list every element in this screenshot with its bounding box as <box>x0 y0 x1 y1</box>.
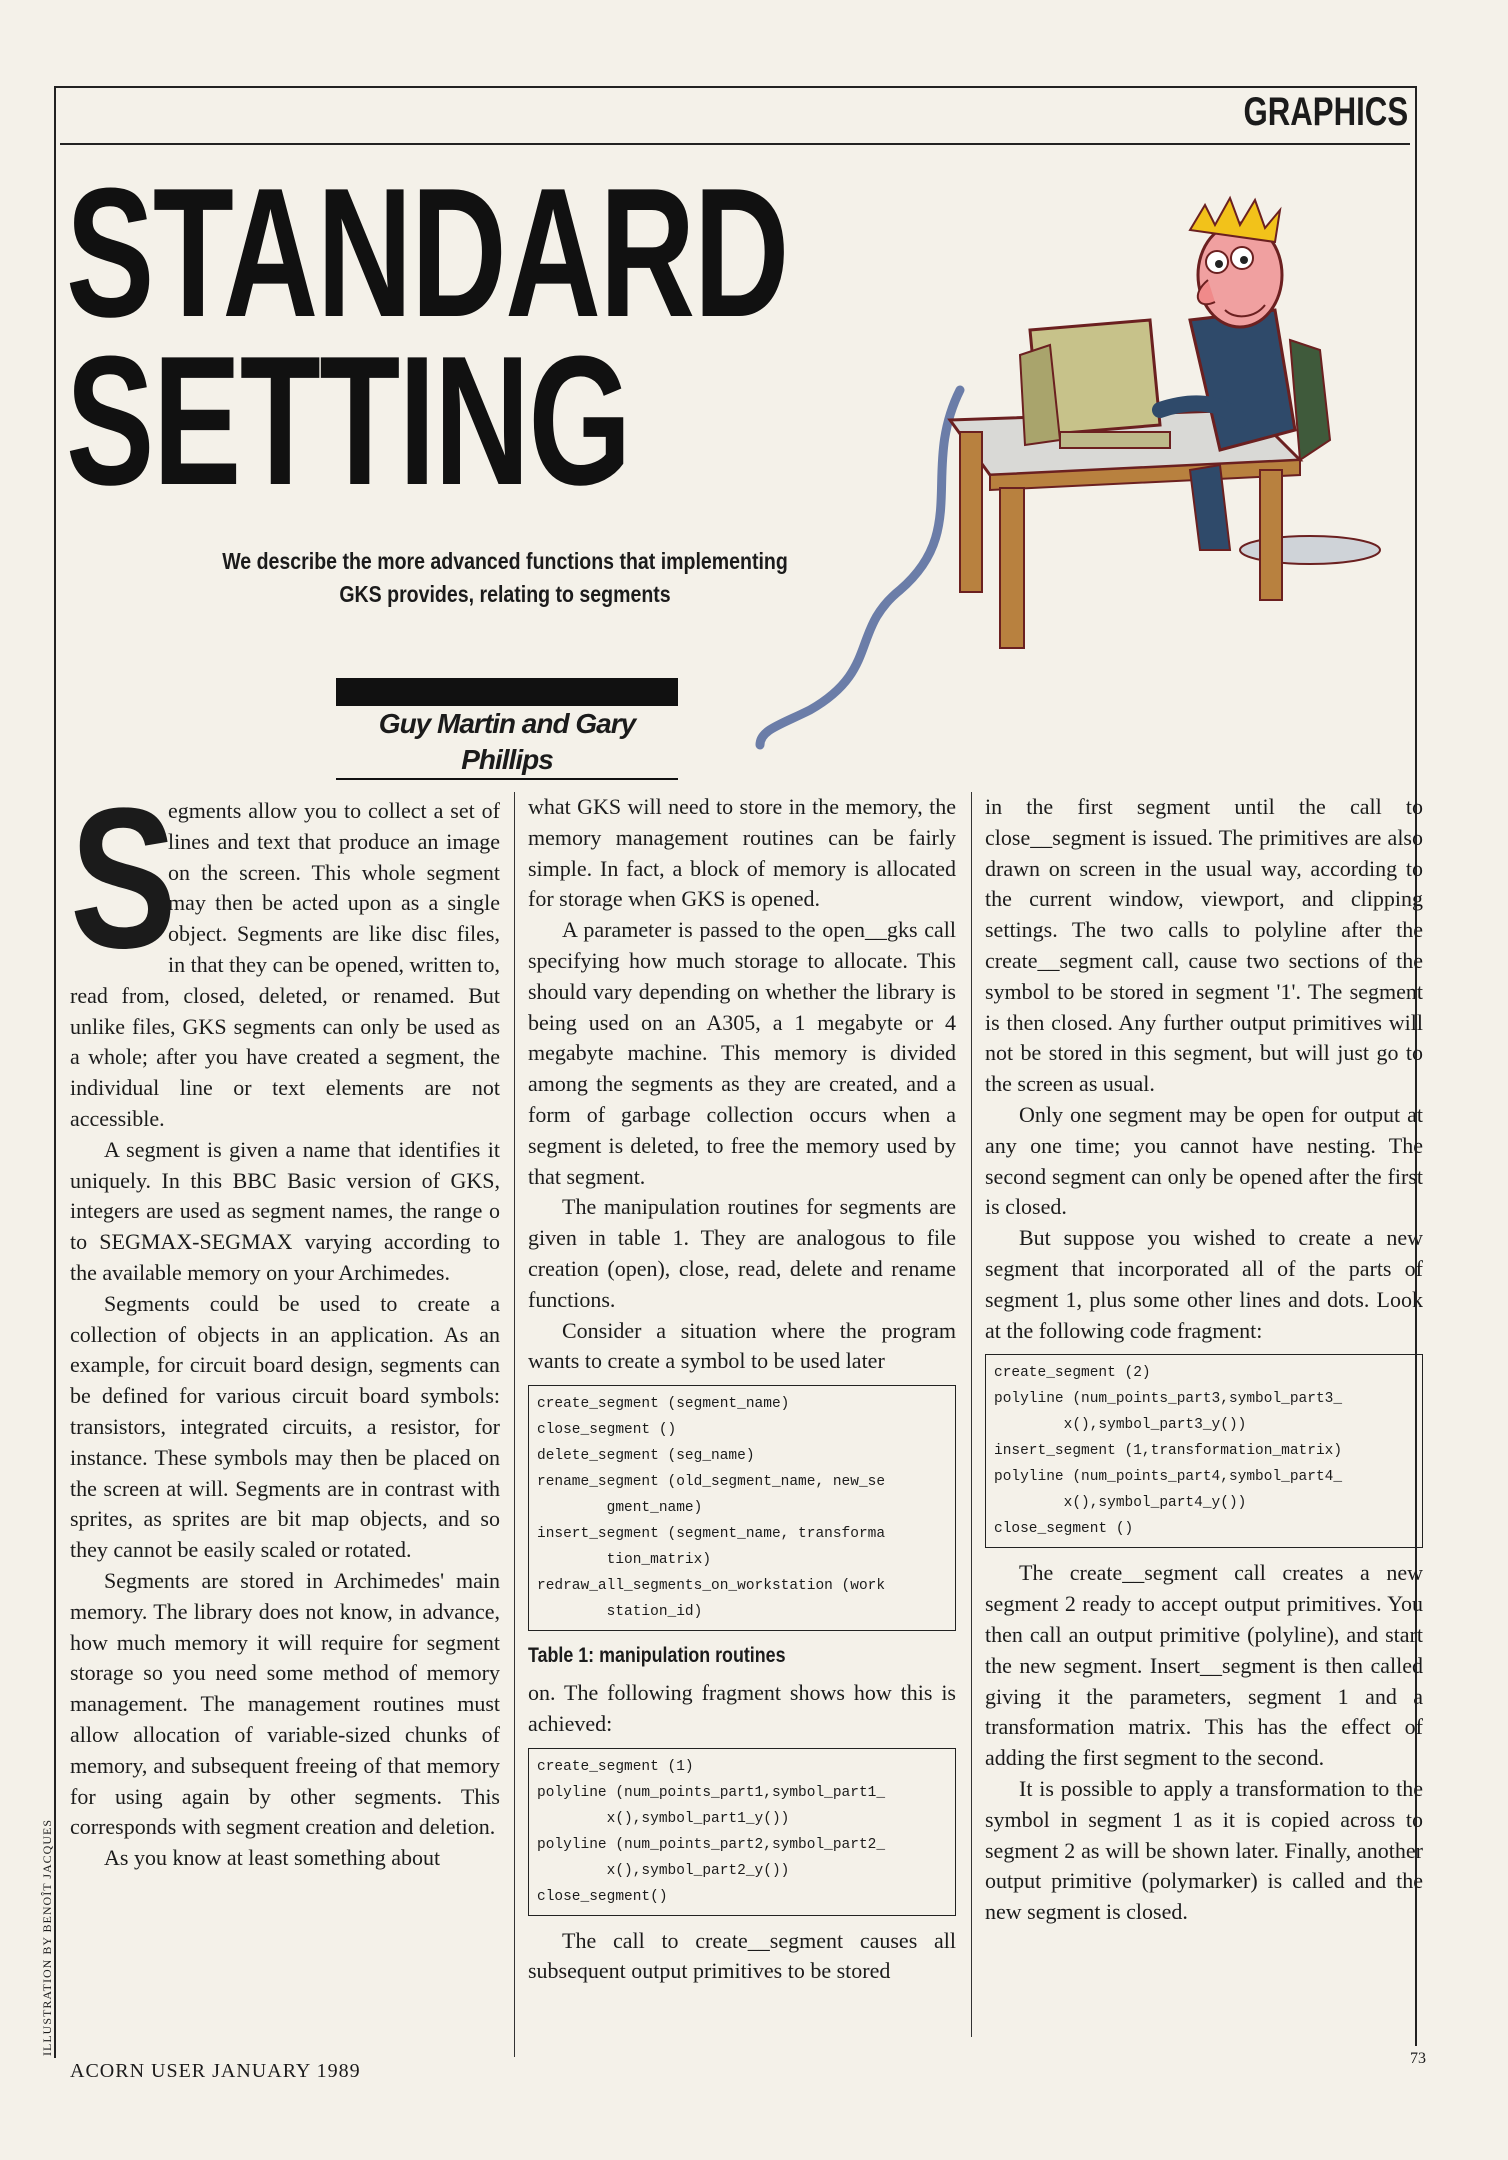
paragraph: As you know at least something about <box>104 1845 441 1871</box>
paragraph: It is possible to apply a transformation to the symbol in segment 1 as it is copied across to segment 2 as will be shown later. Finally, another output primitive (polymarker) is called and the new segment is closed. <box>985 1775 1423 1925</box>
paragraph: The create__segment call creates a new segment 2 ready to accept output primitives. You then call an output primitive (polyline), and start the new segment. Insert__segment is then called giving it the parameters, segment 1 and a transformation matrix. This has the effect of adding the first segment to the second. <box>985 1560 1423 1771</box>
code-line: insert_segment (1,transformation_matrix) <box>994 1443 1343 1460</box>
paragraph: on. The following fragment shows how this is achieved: <box>528 1679 956 1736</box>
paragraph: Only one segment may be open for output at any one time; you cannot have nesting. The second segment can only be opened after the first is closed. <box>985 1101 1423 1220</box>
standfirst-line-2: GKS provides, relating to segments <box>339 581 671 607</box>
code-line: rename_segment (old_segment_name, new_se <box>537 1474 886 1491</box>
paragraph: what GKS will need to store in the memory, the memory management routines can be fairly simple. In fact, a block of memory is allocated for storage when GKS is opened. <box>528 794 956 912</box>
code-fragment-2 <box>985 1354 1423 1548</box>
code-line: polyline (num_points_part4,symbol_part4_ <box>994 1469 1343 1486</box>
table-1-box <box>528 1385 956 1631</box>
paragraph: egments allow you to collect a set of lines and text that produce an image on the screen. This whole segment may then be acted upon as a single object. Segments are like disc files, in that they can be opened, written to, read from, closed, deleted, or renamed. But unlike files, GKS segments can only be used as a whole; after you have created a segment, the individual line or text elements are not accessible. <box>70 798 500 1131</box>
column-rule-1 <box>514 792 515 2057</box>
page-frame-top <box>54 86 1416 88</box>
page-number: 73 <box>1410 2050 1426 2067</box>
illustration-man-at-computer <box>720 170 1400 770</box>
section-label: GRAPHICS <box>1243 90 1408 134</box>
headline-line-1: STANDARD <box>66 149 788 355</box>
paragraph: The call to create__segment causes all subsequent output primitives to be stored <box>528 1927 956 1984</box>
code-line: station_id) <box>537 1604 703 1621</box>
illustration-credit: ILLUSTRATION BY BENOÎT JACQUES <box>40 1819 54 2056</box>
byline: Guy Martin and Gary Phillips <box>336 706 678 780</box>
headline <box>66 149 788 523</box>
code-fragment-1 <box>528 1748 956 1916</box>
paragraph: A parameter is passed to the open__gks call specifying how much storage to allocate. This should vary depending on whether the library is being used on an A305, a 1 megabyte or 4 megabyte machine. This memory is divided among the segments as they are created, and a form of garbage collection occurs when a segment is deleted, to free the memory used by that segment. <box>528 917 956 1189</box>
code-line: create_segment (2) <box>994 1365 1151 1382</box>
footer-publication: ACORN USER JANUARY 1989 <box>70 2060 361 2082</box>
code-line: x(),symbol_part3_y()) <box>994 1417 1247 1434</box>
code-line: redraw_all_segments_on_workstation (work <box>537 1578 886 1595</box>
paragraph: A segment is given a name that identifies it uniquely. In this BBC Basic version of GKS, integers are used as segment names, the range o to SEGMAX-SEGMAX varying according to the available memory on your Archimedes. <box>70 1136 500 1285</box>
column-rule-2 <box>971 792 972 2037</box>
paragraph: Consider a situation where the program wants to create a symbol to be used later <box>528 1317 956 1374</box>
byline-bar <box>336 678 678 706</box>
code-line: polyline (num_points_part2,symbol_part2_ <box>537 1836 886 1853</box>
code-line: polyline (num_points_part3,symbol_part3_ <box>994 1391 1343 1408</box>
paragraph: But suppose you wished to create a new segment that incorporated all of the parts of segment 1, plus some other lines and dots. Look at the following code fragment: <box>985 1225 1423 1343</box>
table-1-caption: Table 1: manipulation routines <box>528 1644 786 1668</box>
article-column-1 <box>70 767 500 1874</box>
standfirst-line-1: We describe the more advanced functions that implementing <box>222 548 788 574</box>
code-line: x(),symbol_part1_y()) <box>537 1810 790 1827</box>
code-line: create_segment (1) <box>537 1758 694 1775</box>
headline-line-2: SETTING <box>66 317 631 523</box>
code-line: polyline (num_points_part1,symbol_part1_ <box>537 1784 886 1801</box>
code-line: close_segment () <box>537 1422 677 1439</box>
code-line: close_segment () <box>994 1521 1134 1538</box>
article-column-3 <box>985 792 1423 1928</box>
code-line: x(),symbol_part2_y()) <box>537 1862 790 1879</box>
header-rule <box>60 143 1410 145</box>
paragraph: Segments are stored in Archimedes' main memory. The library does not know, in advance, how much memory it will require for segment storage so you need some method of memory management. The management routines must allow allocation of variable-sized chunks of memory, and subsequent freeing of that memory for using again by other segments. This corresponds with segment creation and deletion. <box>70 1567 500 1840</box>
paragraph: Segments could be used to create a collection of objects in an application. As an example, for circuit board design, segments can be defined for various circuit board symbols: transistors, integrated circuits, a resistor, for instance. These symbols may then be placed on the screen at will. Segments are in contrast with sprites, as sprites are bit map objects, and so they cannot be easily scaled or rotated. <box>70 1290 500 1563</box>
code-line: x(),symbol_part4_y()) <box>994 1495 1247 1512</box>
article-column-2 <box>528 792 956 1987</box>
drop-cap: S <box>70 767 177 990</box>
code-line: create_segment (segment_name) <box>537 1396 790 1413</box>
code-line: close_segment() <box>537 1888 668 1905</box>
paragraph: The manipulation routines for segments are given in table 1. They are analogous to file creation (open), close, read, delete and rename functions. <box>528 1194 956 1312</box>
code-line: insert_segment (segment_name, transforma <box>537 1526 886 1543</box>
code-line: tion_matrix) <box>537 1552 712 1569</box>
paragraph: in the first segment until the call to close__segment is issued. The primitives are also drawn on screen in the usual way, according to the current window, viewport, and clipping settings. The two calls to polyline after the create__segment call, cause two sections of the symbol to be stored in segment '1'. The segment is then closed. Any further output primitives will not be stored in this segment, but will just go to the screen as usual. <box>985 794 1423 1097</box>
code-line: gment_name) <box>537 1500 703 1517</box>
code-line: delete_segment (seg_name) <box>537 1448 755 1465</box>
page-frame-left <box>54 86 56 2058</box>
